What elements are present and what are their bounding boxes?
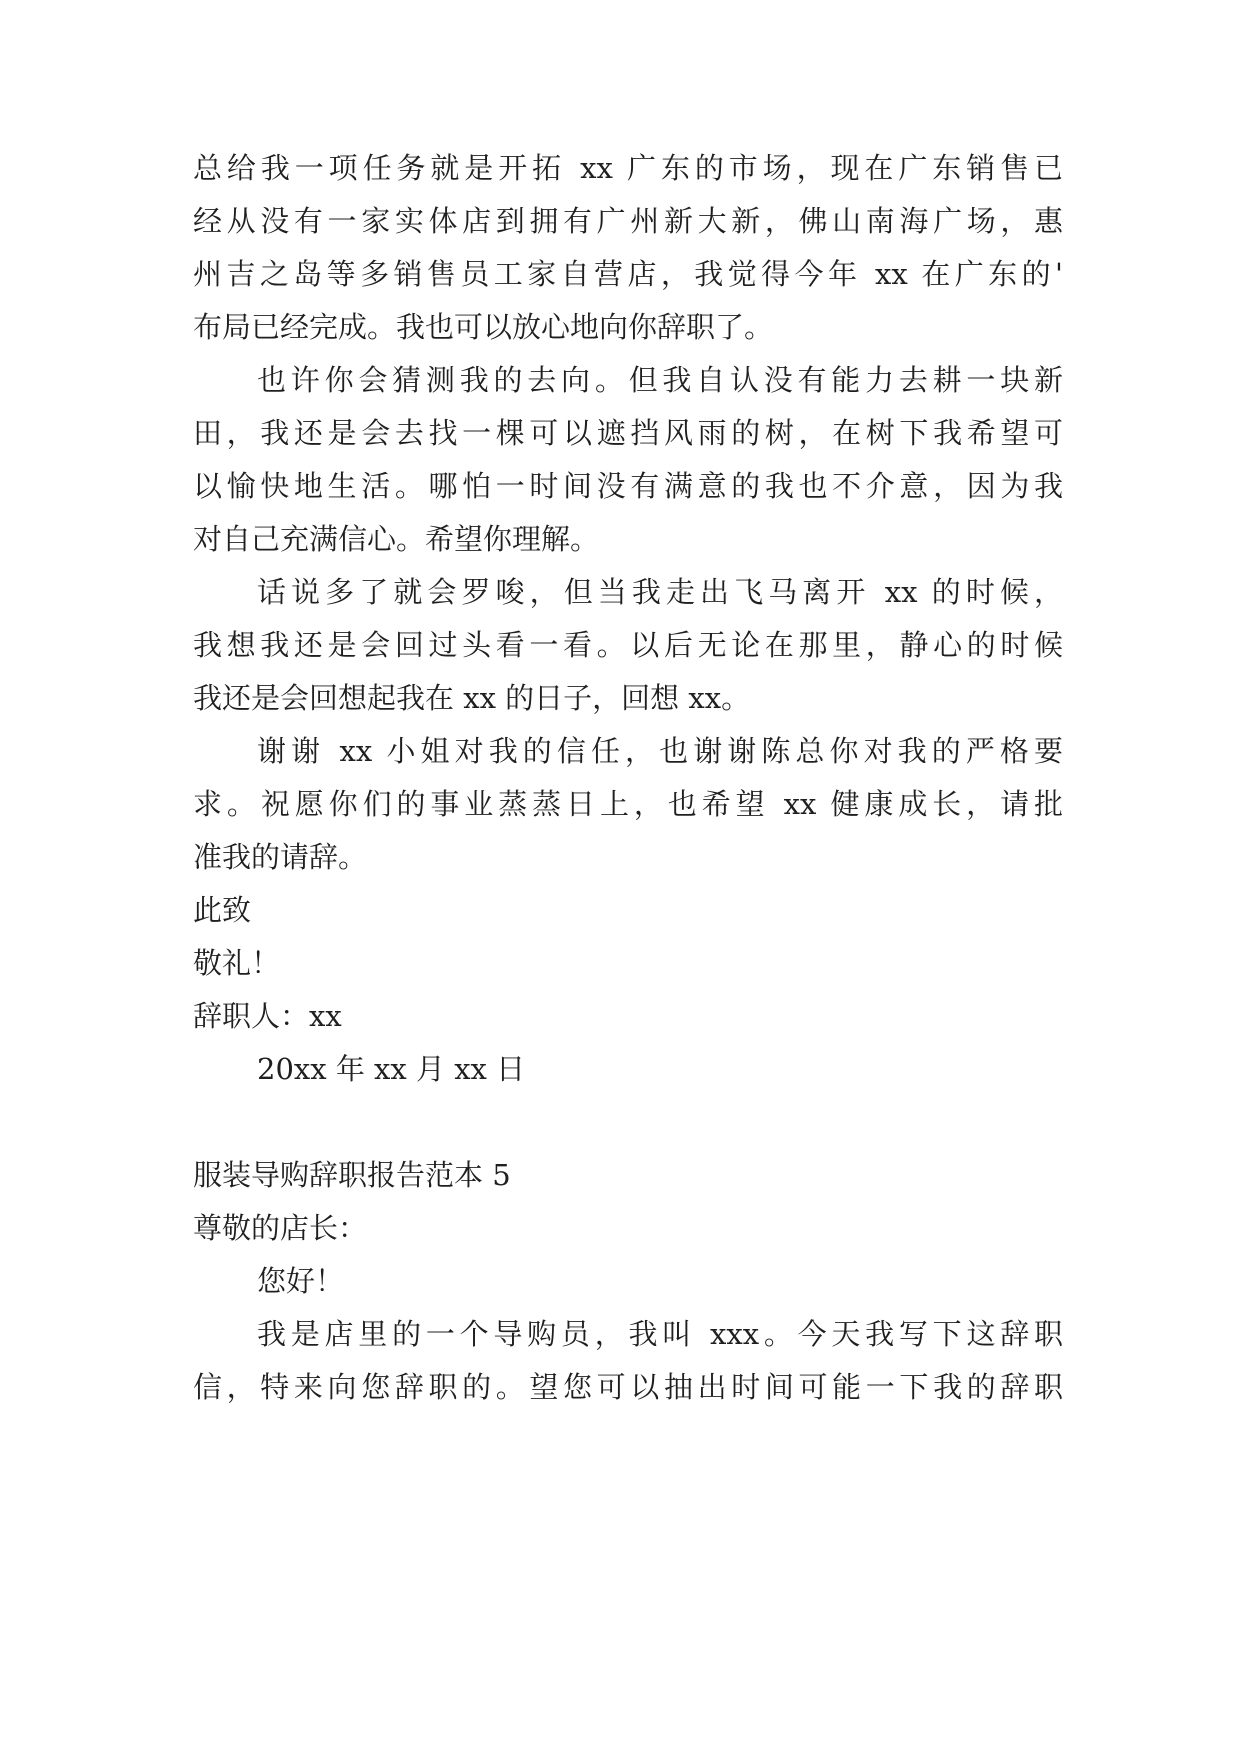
text-line: 求。祝愿你们的事业蒸蒸日上，也希望 xx 健康成长，请批 [193,787,1063,821]
text-line: 经从没有一家实体店到拥有广州新大新，佛山南海广场，惠 [193,204,1063,238]
paragraph-first-line: 话说多了就会罗唆，但当我走出飞马离开 xx 的时候， [257,575,1063,609]
text-line: 对自己充满信心。希望你理解。 [193,522,600,556]
signature-line: 辞职人：xx [193,999,342,1033]
text-line: 田，我还是会去找一棵可以遮挡风雨的树，在树下我希望可 [193,416,1063,450]
text-line: 总给我一项任务就是开拓 xx 广东的市场，现在广东销售已 [193,151,1063,185]
text-line: 我想我还是会回过头看一看。以后无论在那里，静心的时候 [193,628,1063,662]
closing-salutation: 此致 [193,893,252,927]
text-line: 我还是会回想起我在 xx 的日子，回想 xx。 [193,681,751,715]
text-line: 以愉快地生活。哪怕一时间没有满意的我也不介意，因为我 [193,469,1063,503]
paragraph-first-line: 也许你会猜测我的去向。但我自认没有能力去耕一块新 [257,363,1063,397]
closing-regards: 敬礼！ [193,946,281,980]
section-title: 服装导购辞职报告范本 5 [193,1158,511,1192]
text-line: 准我的请辞。 [193,840,368,874]
text-line: 布局已经完成。我也可以放心地向你辞职了。 [193,310,774,344]
date-line: 20xx 年 xx 月 xx 日 [257,1052,526,1086]
greeting: 您好！ [257,1264,345,1298]
paragraph-first-line: 谢谢 xx 小姐对我的信任，也谢谢陈总你对我的严格要 [257,734,1063,768]
text-line: 州吉之岛等多销售员工家自营店，我觉得今年 xx 在广东的' [193,257,1063,291]
text-line: 信，特来向您辞职的。望您可以抽出时间可能一下我的辞职 [193,1370,1063,1404]
paragraph-first-line: 我是店里的一个导购员，我叫 xxx。今天我写下这辞职 [257,1317,1063,1351]
salutation: 尊敬的店长： [193,1211,368,1245]
